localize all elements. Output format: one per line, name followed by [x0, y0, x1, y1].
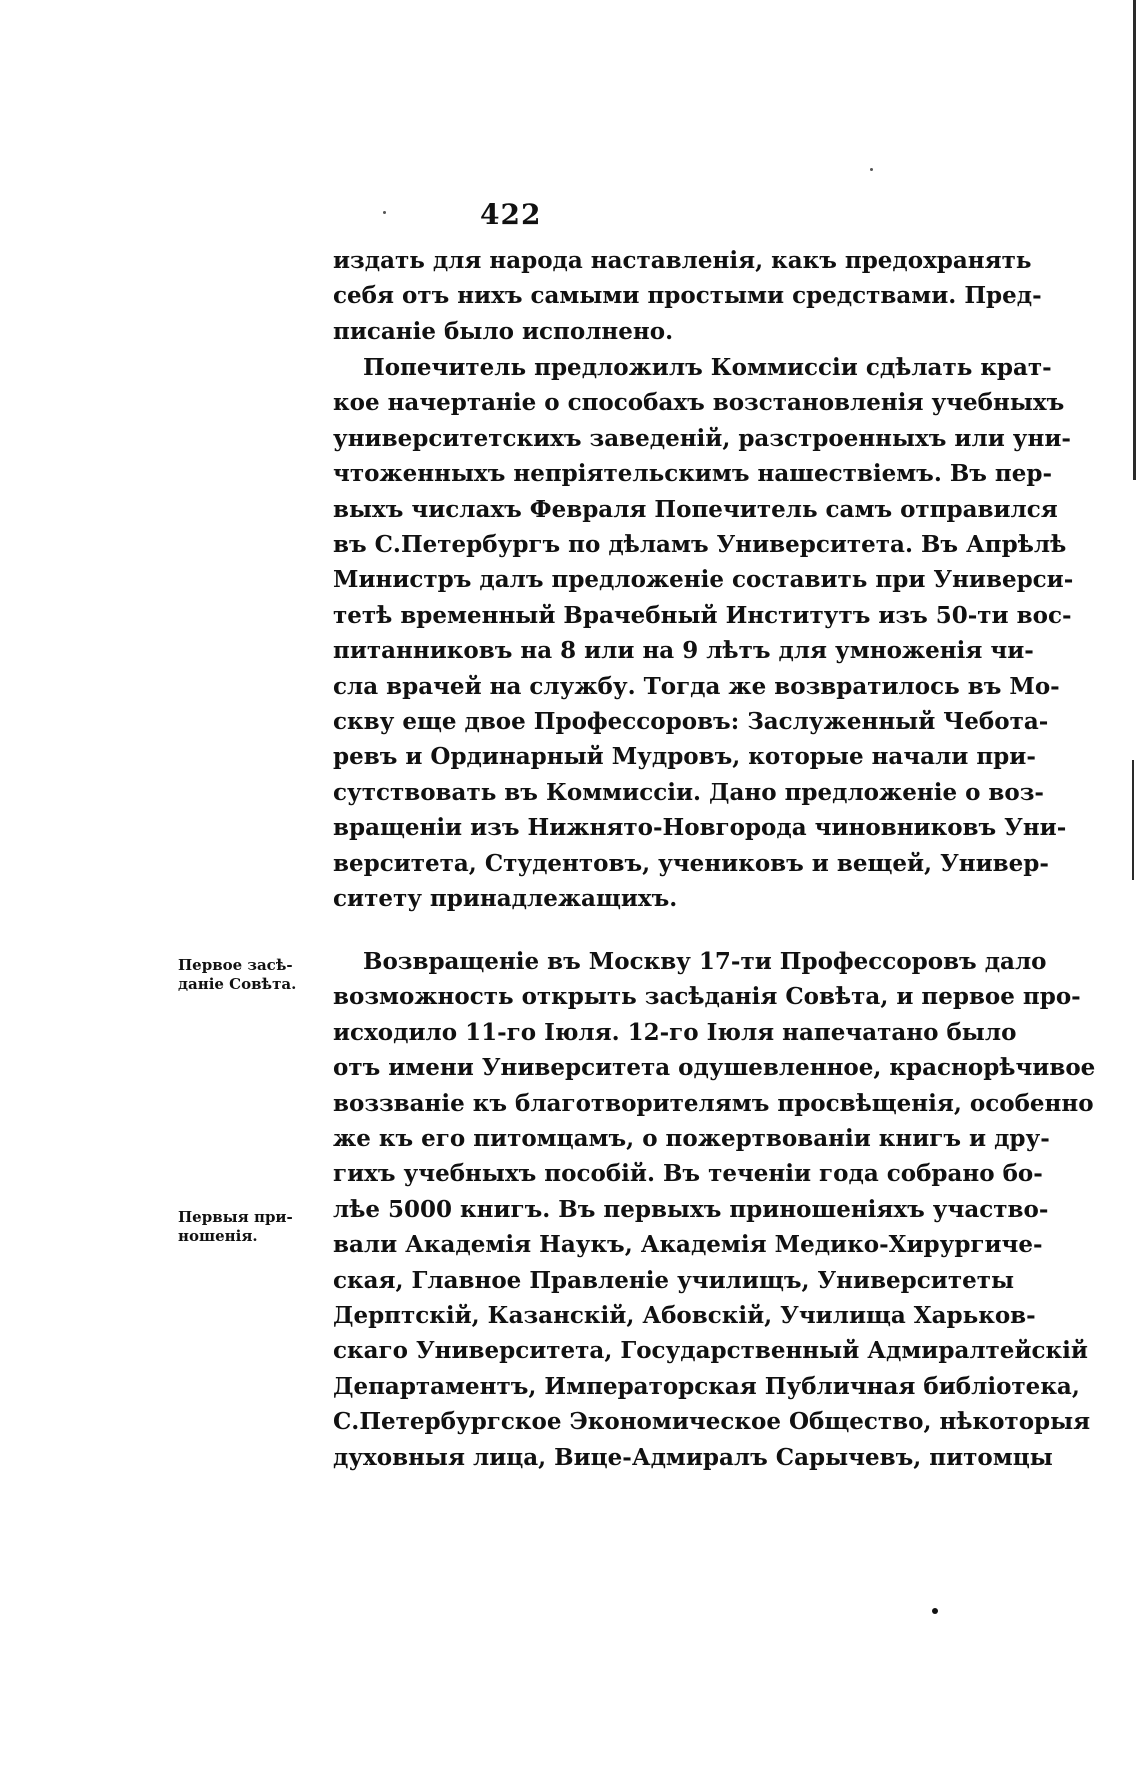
- margin-note-line: Первое засѣ-: [178, 956, 293, 974]
- page-edge-line: [1133, 0, 1136, 480]
- text-line: вали Академія Наукъ, Академія Медико-Хирургиче-: [333, 1231, 1043, 1259]
- text-line: Возвращеніе въ Москву 17-ти Профессоровъ дало: [363, 948, 1047, 975]
- paragraph-1: [333, 243, 1042, 349]
- text-line: Дерптскій, Казанскій, Абовскій, Училища Харьков-: [333, 1302, 1036, 1330]
- page-number: 422: [480, 198, 542, 231]
- margin-note-line: Первыя при-: [178, 1208, 293, 1226]
- text-line: писаніе было исполнено.: [333, 317, 674, 345]
- text-line: ская, Главное Правленіе училищъ, Университеты: [333, 1266, 1015, 1294]
- text-line: сутствовать въ Коммиссіи. Дано предложеніе о воз-: [333, 778, 1044, 806]
- text-line: университетскихъ заведеній, разстроенныхъ или уни-: [333, 424, 1071, 452]
- text-line: кое начертаніе о способахъ возстановленія учебныхъ: [333, 389, 1065, 417]
- text-line: выхъ числахъ Февраля Попечитель самъ отправился: [333, 495, 1058, 523]
- text-line: вращеніи изъ Нижнято-Новгорода чиновниковъ Уни-: [333, 814, 1067, 842]
- text-line: издать для народа наставленія, какъ предохранять: [333, 247, 1032, 274]
- text-line: исходило 11-го Іюля. 12-го Іюля напечатано было: [333, 1018, 1017, 1046]
- text-line: Министръ далъ предложеніе составить при Универси-: [333, 566, 1074, 594]
- ink-speck: [870, 168, 873, 171]
- paragraph-2: [333, 350, 1074, 917]
- text-line: тетѣ временный Врачебный Институтъ изъ 50-ти вос-: [333, 601, 1072, 629]
- text-line: же къ его питомцамъ, о пожертвованіи книгъ и дру-: [333, 1125, 1050, 1153]
- ink-speck: [383, 211, 386, 214]
- text-line: чтоженныхъ непріятельскимъ нашествіемъ. Въ пер-: [333, 460, 1053, 488]
- margin-note-first-council-session: [178, 956, 338, 994]
- text-line: возможность открыть засѣданія Совѣта, и первое про-: [333, 983, 1081, 1011]
- text-line: верситета, Студентовъ, учениковъ и вещей, Универ-: [333, 849, 1049, 877]
- text-line: питанниковъ на 8 или на 9 лѣтъ для умноженія чи-: [333, 637, 1034, 665]
- text-line: сла врачей на службу. Тогда же возвратилось въ Мо-: [333, 672, 1060, 700]
- text-line: духовныя лица, Вице-Адмиралъ Сарычевъ, питомцы: [333, 1443, 1053, 1471]
- text-line: Департаментъ, Императорская Публичная библіотека,: [333, 1372, 1080, 1400]
- margin-note-first-donations: [178, 1208, 338, 1246]
- margin-note-line: ношенія.: [178, 1227, 258, 1245]
- text-line: воззваніе къ благотворителямъ просвѣщенія, особенно: [333, 1089, 1094, 1117]
- ink-dot: [932, 1608, 938, 1614]
- text-line: скаго Университета, Государственный Адмиралтейскій: [333, 1337, 1088, 1365]
- paragraph-3: [333, 944, 1096, 1475]
- text-line: ситету принадлежащихъ.: [333, 885, 678, 913]
- text-line: въ С.Петербургъ по дѣламъ Университета. Въ Апрѣлѣ: [333, 531, 1067, 559]
- margin-note-line: даніе Совѣта.: [178, 975, 297, 993]
- text-line: ревъ и Ординарный Мудровъ, которые начали при-: [333, 743, 1036, 771]
- text-line: гихъ учебныхъ пособій. Въ теченіи года собрано бо-: [333, 1160, 1043, 1188]
- text-line: отъ имени Университета одушевленное, краснорѣчивое: [333, 1054, 1096, 1082]
- text-line: С.Петербургское Экономическое Общество, нѣкоторыя: [333, 1408, 1091, 1436]
- text-line: лѣе 5000 книгъ. Въ первыхъ приношеніяхъ участво-: [333, 1195, 1049, 1223]
- page-edge-line-lower: [1132, 760, 1134, 880]
- text-line: скву еще двое Профессоровъ: Заслуженный Чебота-: [333, 708, 1049, 736]
- text-line: себя отъ нихъ самыми простыми средствами. Пред-: [333, 282, 1042, 310]
- text-line: Попечитель предложилъ Коммиссіи сдѣлать крат-: [363, 354, 1052, 381]
